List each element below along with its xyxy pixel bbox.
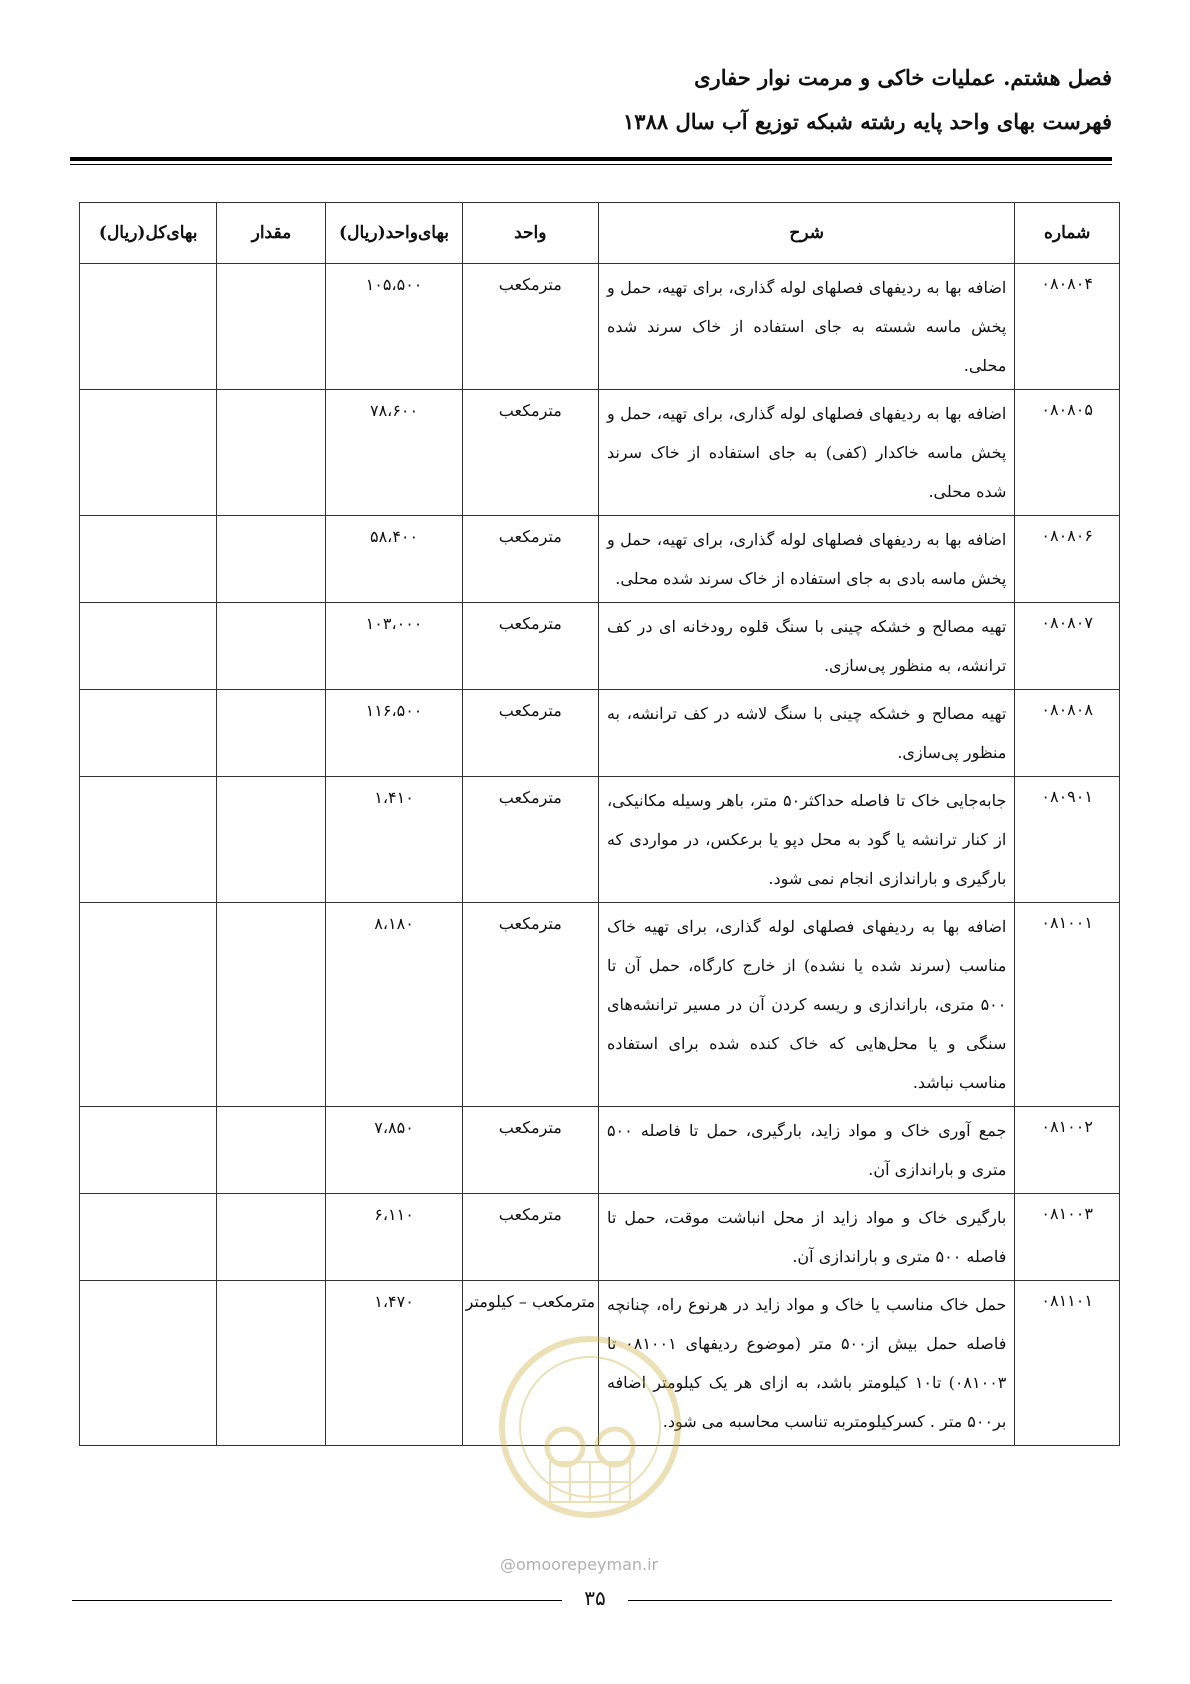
row-description: اضافه بها به ردیفهای فصلهای لوله گذاری، برای تهیه، حمل و پخش ماسه خاکدار (کفی) به جای استفاده از خاک سرند شده محلی. — [598, 390, 1014, 516]
table-row — [80, 603, 1120, 690]
row-unit: مترمکعب — [462, 777, 598, 903]
row-unit-price: ۸،۱۸۰ — [326, 903, 462, 1107]
row-quantity — [217, 777, 326, 903]
row-total — [80, 903, 217, 1107]
row-code: ۰۸۱۱۰۱ — [1015, 1281, 1120, 1446]
table-row — [80, 1281, 1120, 1446]
row-quantity — [217, 690, 326, 777]
row-quantity — [217, 1107, 326, 1194]
column-header-unit: واحد — [462, 203, 598, 264]
row-quantity — [217, 516, 326, 603]
row-total — [80, 1281, 217, 1446]
row-quantity — [217, 603, 326, 690]
row-total — [80, 516, 217, 603]
price-list-table — [79, 202, 1120, 1446]
row-unit: مترمکعب — [462, 903, 598, 1107]
row-quantity — [217, 264, 326, 390]
page-header — [623, 56, 1112, 144]
column-header-code: شماره — [1015, 203, 1120, 264]
document-subtitle: فهرست بهای واحد پایه رشته شبکه توزیع آب سال ۱۳۸۸ — [623, 109, 1112, 134]
row-description: تهیه مصالح و خشکه چینی با سنگ لاشه در کف ترانشه، به منظور پی‌سازی. — [598, 690, 1014, 777]
row-unit: مترمکعب — [462, 603, 598, 690]
row-total — [80, 1194, 217, 1281]
row-unit-price: ۱۰۵،۵۰۰ — [326, 264, 462, 390]
table-row — [80, 690, 1120, 777]
row-unit: مترمکعب — [462, 1107, 598, 1194]
row-unit: مترمکعب — [462, 390, 598, 516]
row-unit-price: ۱،۴۷۰ — [326, 1281, 462, 1446]
table-header-row — [80, 203, 1120, 264]
column-header-description: شرح — [598, 203, 1014, 264]
row-unit-price: ۱،۴۱۰ — [326, 777, 462, 903]
row-description: جمع آوری خاک و مواد زاید، بارگیری، حمل تا فاصله ۵۰۰ متری و باراندازی آن. — [598, 1107, 1014, 1194]
row-quantity — [217, 1194, 326, 1281]
column-header-total: بهای‌کل(ریال) — [80, 203, 217, 264]
row-code: ۰۸۱۰۰۱ — [1015, 903, 1120, 1107]
row-total — [80, 1107, 217, 1194]
row-code: ۰۸۰۸۰۸ — [1015, 690, 1120, 777]
row-quantity — [217, 390, 326, 516]
row-unit-price: ۷،۸۵۰ — [326, 1107, 462, 1194]
row-total — [80, 390, 217, 516]
row-unit-price: ۶،۱۱۰ — [326, 1194, 462, 1281]
row-unit-price: ۵۸،۴۰۰ — [326, 516, 462, 603]
column-header-unit-price: بهای‌واحد(ریال) — [326, 203, 462, 264]
column-header-quantity: مقدار — [217, 203, 326, 264]
row-code: ۰۸۰۸۰۵ — [1015, 390, 1120, 516]
row-unit: مترمکعب — [462, 1194, 598, 1281]
table-row — [80, 777, 1120, 903]
row-code: ۰۸۰۹۰۱ — [1015, 777, 1120, 903]
row-code: ۰۸۱۰۰۲ — [1015, 1107, 1120, 1194]
table-row — [80, 264, 1120, 390]
header-rule-thick — [70, 157, 1112, 161]
row-description: بارگیری خاک و مواد زاید از محل انباشت موقت، حمل تا فاصله ۵۰۰ متری و باراندازی آن. — [598, 1194, 1014, 1281]
chapter-title: فصل هشتم. عملیات خاکی و مرمت نوار حفاری — [694, 65, 1112, 90]
header-rule-thin — [70, 164, 1112, 165]
watermark-site: @omoorepeyman.ir — [500, 1555, 659, 1574]
row-code: ۰۸۰۸۰۷ — [1015, 603, 1120, 690]
row-quantity — [217, 903, 326, 1107]
row-total — [80, 690, 217, 777]
row-code: ۰۸۰۸۰۶ — [1015, 516, 1120, 603]
row-unit: مترمکعب — [462, 516, 598, 603]
row-quantity — [217, 1281, 326, 1446]
row-description: اضافه بها به ردیفهای فصلهای لوله گذاری، برای تهیه، حمل و پخش ماسه بادی به جای استفاده از خاک سرند شده محلی. — [598, 516, 1014, 603]
row-description: اضافه بها به ردیفهای فصلهای لوله گذاری، برای تهیه خاک مناسب (سرند شده یا نشده) از خارج کارگاه، حمل آن تا ۵۰۰ متری، باراندازی و ریسه کردن آن در مسیر ترانشه‌های سنگی و یا محل‌هایی که خاک کنده شده برای استفاده مناسب نباشد. — [598, 903, 1014, 1107]
row-description: حمل خاک مناسب یا خاک و مواد زاید در هرنوع راه، چنانچه فاصله حمل بیش از۵۰۰ متر (موضوع ردیفهای ۰۸۱۰۰۱ تا ۰۸۱۰۰۳) تا۱۰ کیلومتر باشد، به ازای هر یک کیلومتر اضافه بر۵۰۰ متر . کسرکیلومتربه تناسب محاسبه می شود. — [598, 1281, 1014, 1446]
row-unit: مترمکعب — [462, 690, 598, 777]
table-row — [80, 516, 1120, 603]
row-description: جابه‌جایی خاک تا فاصله حداکثر۵۰ متر، باهر وسیله مکانیکی، از کنار ترانشه یا گود به محل دپو یا برعکس، در مواردی که بارگیری و باراندازی انجام نمی شود. — [598, 777, 1014, 903]
row-unit: مترمکعب — [462, 264, 598, 390]
footer-rule-left — [72, 1600, 562, 1601]
row-description: اضافه بها به ردیفهای فصلهای لوله گذاری، برای تهیه، حمل و پخش ماسه شسته به جای استفاده از خاک سرند شده محلی. — [598, 264, 1014, 390]
page-number: ۳۵ — [584, 1586, 606, 1610]
table-row — [80, 1107, 1120, 1194]
table-row — [80, 903, 1120, 1107]
row-code: ۰۸۱۰۰۳ — [1015, 1194, 1120, 1281]
row-unit: مترمکعب – کیلومتر — [462, 1281, 598, 1446]
row-total — [80, 603, 217, 690]
footer-rule-right — [628, 1600, 1112, 1601]
row-total — [80, 264, 217, 390]
row-unit-price: ۷۸،۶۰۰ — [326, 390, 462, 516]
row-unit-price: ۱۰۳،۰۰۰ — [326, 603, 462, 690]
row-code: ۰۸۰۸۰۴ — [1015, 264, 1120, 390]
table-row — [80, 1194, 1120, 1281]
table-row — [80, 390, 1120, 516]
row-total — [80, 777, 217, 903]
row-description: تهیه مصالح و خشکه چینی با سنگ قلوه رودخانه ای در کف ترانشه، به منظور پی‌سازی. — [598, 603, 1014, 690]
row-unit-price: ۱۱۶،۵۰۰ — [326, 690, 462, 777]
